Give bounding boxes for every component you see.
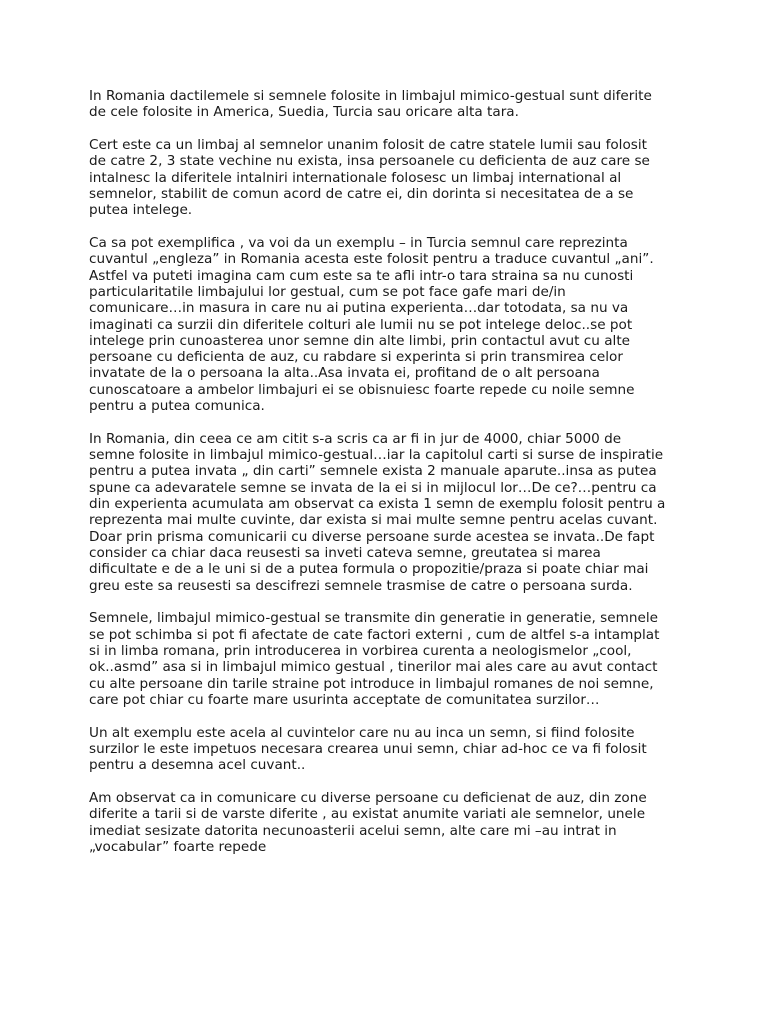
- paragraph-3: Ca sa pot exemplifica , va voi da un exemplu – in Turcia semnul care reprezinta cuvantul „engleza” in Romania acesta este folosit pentru a traduce cuvantul „ani”. Astfel va puteti imagina cam cum este sa te afli intr-o tara straina sa nu cunosti particularitatile limbajului lor gestual, cum se pot face gafe mari de/in comunicare…in masura in care nu ai putina experienta…dar totodata, sa nu va imaginati ca surzii din diferitele colturi ale lumii nu se pot intelege deloc..se pot intelege prin cunoasterea unor semne din alte limbi, prin contactul avut cu alte persoane cu deficienta de auz, cu rabdare si experinta si prin transmirea celor invatate de la o persoana la alta..Asa invata ei, profitand de o alt persoana cunoscatoare a ambelor limbajuri ei se obisnuiesc foarte repede cu noile semne pentru a putea comunica.: [89, 235, 654, 415]
- document-body: [89, 88, 689, 872]
- paragraph-2: Cert este ca un limbaj al semnelor unanim folosit de catre statele lumii sau folosit de catre 2, 3 state vechine nu exista, insa persoanele cu deficienta de auz care se intalnesc la diferitele intalniri internationale folosesc un limbaj international al semnelor, stabilit de comun acord de catre ei, din dorinta si necesitatea de a se putea intelege.: [89, 137, 650, 219]
- paragraph-7: Am observat ca in comunicare cu diverse persoane cu deficienat de auz, din zone diferite a tarii si de varste diferite , au existat anumite variati ale semnelor, unele imediat sesizate datorita necunoasterii acelui semn, alte care mi –au intrat in „vocabular” foarte repede: [89, 789, 647, 855]
- paragraph-4: In Romania, din ceea ce am citit s-a scris ca ar fi in jur de 4000, chiar 5000 de semne folosite in limbajul mimico-gestual…iar la capitolul carti si surse de inspiratie pentru a putea invata „ din carti” semnele exista 2 manuale aparute..insa as putea spune ca adevaratele semne se invata de la ei si in mijlocul lor…De ce?…pentru ca din experienta acumulata am observat ca exista 1 semn de exemplu folosit pentru a reprezenta mai multe cuvinte, dar exista si mai multe semne pentru acelas cuvant. Doar prin prisma comunicarii cu diverse persoane surde acestea se invata..De fapt consider ca chiar daca reusesti sa inveti cateva semne, greutatea si marea dificultate e de a le uni si de a putea formula o propozitie/praza si poate chiar mai greu este sa reusesti sa descifrezi semnele trasmise de catre o persoana surda.: [89, 430, 666, 594]
- paragraph-6: Un alt exemplu este acela al cuvintelor care nu au inca un semn, si fiind folosite surzilor le este impetuos necesara crearea unui semn, chiar ad-hoc ce va fi folosit pentru a desemna acel cuvant..: [89, 724, 647, 774]
- paragraph-5: Semnele, limbajul mimico-gestual se transmite din generatie in generatie, semnele se pot schimba si pot fi afectate de cate factori externi , cum de altfel s-a intamplat si in limba romana, prin introducerea in vorbirea curenta a neologismelor „cool, ok..asmd” asa si in limbajul mimico gestual , tinerilor mai ales care au avut contact cu alte persoane din tarile straine pot introduce in limbajul romanes de noi semne, care pot chiar cu foarte mare usurinta acceptate de comunitatea surzilor…: [89, 610, 660, 708]
- paragraph-1: In Romania dactilemele si semnele folosite in limbajul mimico-gestual sunt diferite de cele folosite in America, Suedia, Turcia sau oricare alta tara.: [89, 88, 652, 121]
